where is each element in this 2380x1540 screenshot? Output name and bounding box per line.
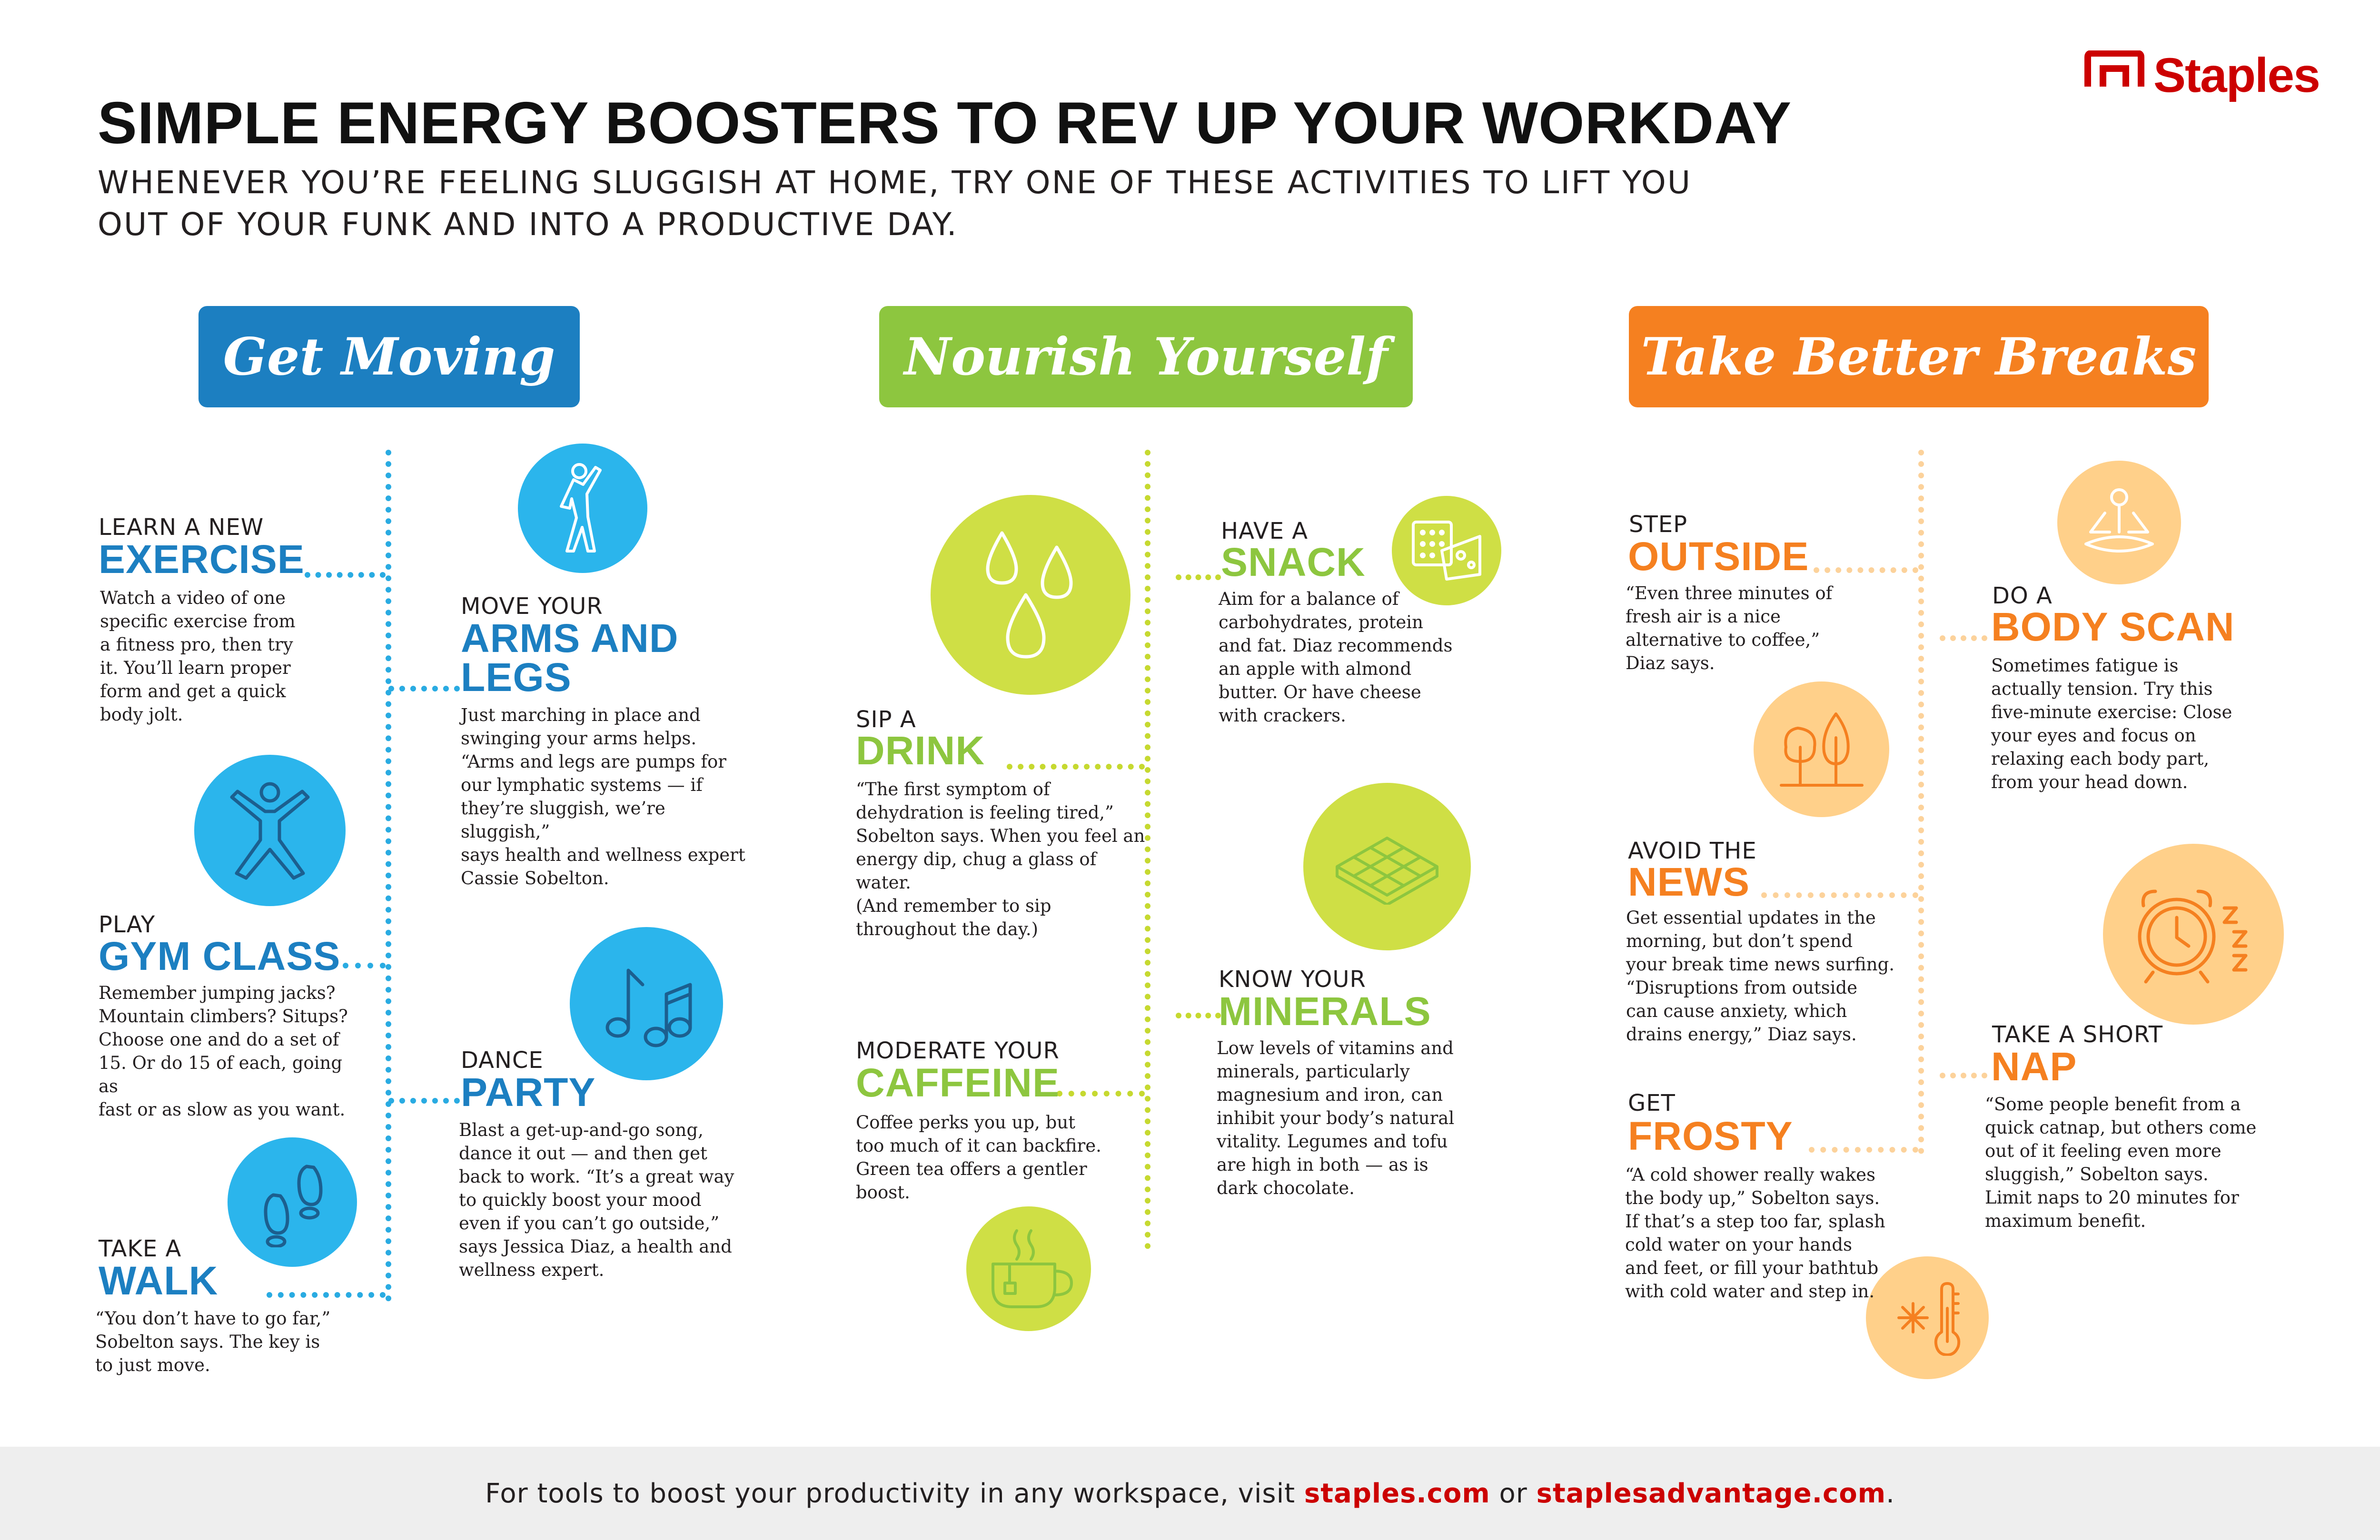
exercise-title: EXERCISE: [99, 537, 305, 582]
desc-line: to just move.: [95, 1355, 210, 1375]
dance-title: PARTY: [461, 1070, 596, 1115]
desc-line: (And remember to sip: [856, 896, 1051, 916]
desc-line: sluggish,” Sobelton says.: [1985, 1164, 2209, 1185]
drink-pre-label: SIP A: [856, 706, 916, 733]
meditation-circle: [2057, 461, 2181, 584]
desc-line: an apple with almond: [1219, 659, 1412, 679]
desc-line: body jolt.: [100, 704, 183, 725]
desc-line: form and get a quick: [100, 681, 286, 701]
desc-line: wellness expert.: [459, 1260, 605, 1280]
exercise-pre-label: LEARN A NEW: [99, 514, 264, 541]
gym-description: [99, 981, 365, 1121]
desc-line: vitality. Legumes and tofu: [1217, 1131, 1448, 1152]
outside-title: OUTSIDE: [1628, 534, 1809, 579]
dotted-connector: [388, 1098, 460, 1104]
desc-line: “You don’t have to go far,”: [95, 1308, 331, 1329]
desc-line: boost.: [856, 1182, 910, 1203]
desc-line: “A cold shower really wakes: [1625, 1165, 1876, 1185]
scan-pre-label: DO A: [1992, 582, 2053, 609]
desc-line: from your head down.: [1991, 772, 2188, 792]
desc-line: Cassie Sobelton.: [461, 868, 609, 888]
desc-line: dehydration is feeling tired,”: [856, 802, 1114, 823]
arms-description: [461, 703, 756, 890]
desc-line: morning, but don’t spend: [1626, 931, 1853, 951]
caffeine-description: [856, 1111, 1103, 1204]
frosty-pre-label: GET: [1628, 1090, 1676, 1116]
drink-description: [856, 778, 1151, 941]
desc-line: Diaz says.: [1626, 653, 1715, 673]
dotted-connector: [1176, 1013, 1221, 1018]
chocolate-circle: [1303, 783, 1471, 950]
category-banner-take-better-breaks: Take Better Breaks: [1629, 306, 2209, 407]
logo-wordmark: Staples: [2153, 48, 2320, 102]
nap-pre-label: TAKE A SHORT: [1992, 1021, 2163, 1048]
desc-line: five-minute exercise: Close: [1991, 702, 2232, 722]
footprints-icon: [254, 1157, 330, 1247]
water-drops-icon: [978, 523, 1083, 666]
desc-line: Watch a video of one: [100, 588, 286, 608]
snack-pre-label: HAVE A: [1221, 518, 1309, 544]
desc-line: actually tension. Try this: [1991, 679, 2213, 699]
desc-line: our lymphatic systems — if: [461, 775, 703, 795]
desc-line: swinging your arms helps.: [461, 728, 697, 749]
footer-message: For tools to boost your productivity in any workspace, visit: [485, 1478, 1296, 1509]
walk-description: [95, 1307, 343, 1377]
caffeine-title: CAFFEINE: [856, 1060, 1060, 1105]
desc-line: Just marching in place and: [461, 705, 701, 725]
walk-title: WALK: [99, 1258, 218, 1303]
dotted-connector: [1940, 635, 1987, 641]
snack-description: [1219, 587, 1466, 727]
caffeine-pre-label: MODERATE YOUR: [856, 1037, 1060, 1064]
chocolate-bar-icon: [1332, 829, 1442, 905]
staples-link[interactable]: staples.com: [1304, 1478, 1490, 1509]
page-title: SIMPLE ENERGY BOOSTERS TO REV UP YOUR WORKDAY: [98, 90, 1792, 156]
minerals-pre-label: KNOW YOUR: [1219, 966, 1366, 993]
desc-line: out of it feeling even more: [1985, 1141, 2221, 1161]
staples-logo[interactable]: [2084, 48, 2322, 100]
minerals-description: [1217, 1037, 1464, 1200]
gym-pre-label: PLAY: [99, 911, 156, 938]
desc-line: dance it out — and then get: [459, 1143, 707, 1164]
desc-line: back to work. “It’s a great way: [459, 1166, 734, 1187]
water-drops-circle: [931, 495, 1130, 695]
dotted-connector: [388, 686, 460, 691]
meditation-icon: [2076, 487, 2162, 558]
footprints-circle: [228, 1137, 357, 1267]
snack-title: SNACK: [1221, 540, 1366, 584]
desc-line: Get essential updates in the: [1626, 908, 1876, 928]
subtitle-line-1: WHENEVER YOU’RE FEELING SLUGGISH AT HOME, TRY ONE OF THESE ACTIVITIES TO LIFT YOU: [98, 164, 1692, 201]
exercise-description: [100, 586, 319, 726]
alarm-clock-circle: [2103, 844, 2284, 1025]
gym-title: GYM CLASS: [99, 934, 341, 978]
desc-line: minerals, particularly: [1217, 1061, 1410, 1082]
desc-line: Limit naps to 20 minutes for: [1985, 1187, 2239, 1208]
desc-line: are high in both — as is: [1217, 1155, 1428, 1175]
desc-line: “The first symptom of: [856, 779, 1050, 800]
desc-line: too much of it can backfire.: [856, 1135, 1101, 1156]
desc-line: maximum benefit.: [1985, 1211, 2146, 1231]
desc-line: specific exercise from: [100, 611, 296, 632]
arms-title-line-2: LEGS: [461, 655, 572, 700]
dotted-connector: [1940, 1073, 1987, 1078]
desc-line: a fitness pro, then try: [100, 634, 293, 655]
desc-line: Sobelton says. When you feel an: [856, 826, 1145, 846]
desc-line: Sometimes fatigue is: [1991, 655, 2179, 676]
scan-title: BODY SCAN: [1991, 604, 2235, 649]
dotted-divider: [1918, 450, 1924, 1154]
dotted-connector: [1809, 1147, 1918, 1153]
stretch-circle: [518, 444, 647, 573]
dotted-divider: [386, 450, 391, 1302]
dotted-connector: [1814, 567, 1918, 573]
dotted-connector: [1761, 892, 1918, 898]
desc-line: your eyes and focus on: [1991, 725, 2196, 746]
jumping-jack-icon: [222, 778, 317, 883]
outside-description: [1626, 582, 1854, 675]
desc-line: “Some people benefit from a: [1985, 1094, 2241, 1115]
footer-bar: [0, 1447, 2380, 1540]
category-banner-get-moving: Get Moving: [198, 306, 580, 407]
desc-line: “Arms and legs are pumps for: [461, 751, 726, 772]
footer-text: [485, 1478, 1895, 1509]
trees-circle: [1754, 681, 1889, 817]
desc-line: Blast a get-up-and-go song,: [459, 1120, 704, 1140]
desc-line: If that’s a step too far, splash: [1625, 1211, 1885, 1232]
page-subtitle: [98, 162, 1859, 246]
desc-line: Aim for a balance of: [1219, 589, 1399, 609]
news-title: NEWS: [1628, 859, 1750, 904]
drink-title: DRINK: [856, 728, 985, 773]
stretching-person-icon: [542, 461, 623, 556]
desc-line: Mountain climbers? Situps?: [99, 1006, 348, 1027]
desc-line: can cause anxiety, which: [1626, 1001, 1847, 1021]
desc-line: alternative to coffee,”: [1626, 630, 1820, 650]
desc-line: Green tea offers a gentler: [856, 1159, 1087, 1179]
outside-pre-label: STEP: [1629, 511, 1688, 538]
desc-line: Coffee perks you up, but: [856, 1112, 1076, 1133]
cracker-cheese-icon: [1408, 517, 1485, 584]
desc-line: they’re sluggish, we’re sluggish,”: [461, 798, 665, 842]
dotted-connector: [1176, 574, 1221, 580]
trees-icon: [1779, 709, 1864, 790]
dotted-connector: [1057, 1091, 1145, 1096]
jumping-jack-circle: [194, 755, 346, 906]
desc-line: energy dip, chug a glass of water.: [856, 849, 1097, 893]
desc-line: it. You’ll learn proper: [100, 658, 291, 678]
desc-line: drains energy,” Diaz says.: [1626, 1024, 1857, 1045]
music-notes-icon: [599, 956, 694, 1051]
dance-description: [459, 1118, 744, 1282]
desc-line: Low levels of vitamins and: [1217, 1038, 1454, 1058]
minerals-title: MINERALS: [1219, 989, 1431, 1034]
walk-pre-label: TAKE A: [99, 1235, 182, 1262]
desc-line: cold water on your hands: [1625, 1234, 1852, 1255]
nap-title: NAP: [1991, 1044, 2077, 1089]
desc-line: says Jessica Diaz, a health and: [459, 1236, 732, 1257]
news-description: [1626, 906, 1912, 1046]
desc-line: Choose one and do a set of: [99, 1029, 339, 1050]
desc-line: magnesium and iron, can: [1217, 1085, 1443, 1105]
tea-cup-icon: [983, 1226, 1074, 1312]
desc-line: butter. Or have cheese: [1219, 682, 1421, 702]
dotted-connector: [267, 1292, 386, 1298]
desc-line: fresh air is a nice: [1626, 606, 1781, 627]
desc-line: quick catnap, but others come: [1985, 1117, 2257, 1138]
dotted-connector: [305, 572, 386, 578]
arms-pre-label: MOVE YOUR: [461, 593, 603, 620]
news-pre-label: AVOID THE: [1628, 838, 1757, 864]
desc-line: to quickly boost your mood: [459, 1190, 702, 1210]
desc-line: with crackers.: [1219, 705, 1346, 726]
desc-line: relaxing each body part,: [1991, 749, 2210, 769]
desc-line: and fat. Diaz recommends: [1219, 635, 1453, 656]
frosty-description: [1625, 1163, 1911, 1303]
desc-line: Remember jumping jacks?: [99, 983, 336, 1003]
desc-line: dark chocolate.: [1217, 1178, 1355, 1198]
desc-line: fast or as slow as you want.: [99, 1099, 346, 1120]
staples-advantage-link[interactable]: staplesadvantage.com: [1536, 1478, 1886, 1509]
desc-line: 15. Or do 15 of each, going as: [99, 1053, 343, 1096]
desc-line: “Even three minutes of: [1626, 583, 1833, 603]
desc-line: throughout the day.): [856, 919, 1039, 939]
category-banner-nourish-yourself: Nourish Yourself: [879, 306, 1413, 407]
arms-title-line-1: ARMS AND: [461, 616, 679, 661]
desc-line: even if you can’t go outside,”: [459, 1213, 720, 1234]
desc-line: says health and wellness expert: [461, 845, 745, 865]
desc-line: carbohydrates, protein: [1219, 612, 1423, 632]
footer-or: or: [1499, 1478, 1527, 1509]
footer-period: .: [1886, 1478, 1895, 1509]
desc-line: Sobelton says. The key is: [95, 1332, 320, 1352]
nap-description: [1985, 1093, 2271, 1233]
desc-line: and feet, or fill your bathtub: [1625, 1258, 1879, 1278]
alarm-clock-icon: [2129, 879, 2258, 989]
dotted-connector: [343, 963, 386, 968]
subtitle-line-2: OUT OF YOUR FUNK AND INTO A PRODUCTIVE DAY.: [98, 206, 958, 243]
music-circle: [570, 927, 723, 1080]
frosty-title: FROSTY: [1628, 1114, 1793, 1158]
desc-line: with cold water and step in.: [1625, 1281, 1875, 1302]
staples-logo-icon: [2084, 50, 2145, 89]
scan-description: [1991, 654, 2258, 794]
tea-circle: [966, 1206, 1091, 1331]
desc-line: inhibit your body’s natural: [1217, 1108, 1455, 1128]
desc-line: your break time news surfing.: [1626, 954, 1895, 975]
desc-line: “Disruptions from outside: [1626, 977, 1858, 998]
dance-pre-label: DANCE: [461, 1047, 544, 1074]
dotted-connector: [1007, 764, 1145, 770]
desc-line: the body up,” Sobelton says.: [1625, 1188, 1880, 1208]
